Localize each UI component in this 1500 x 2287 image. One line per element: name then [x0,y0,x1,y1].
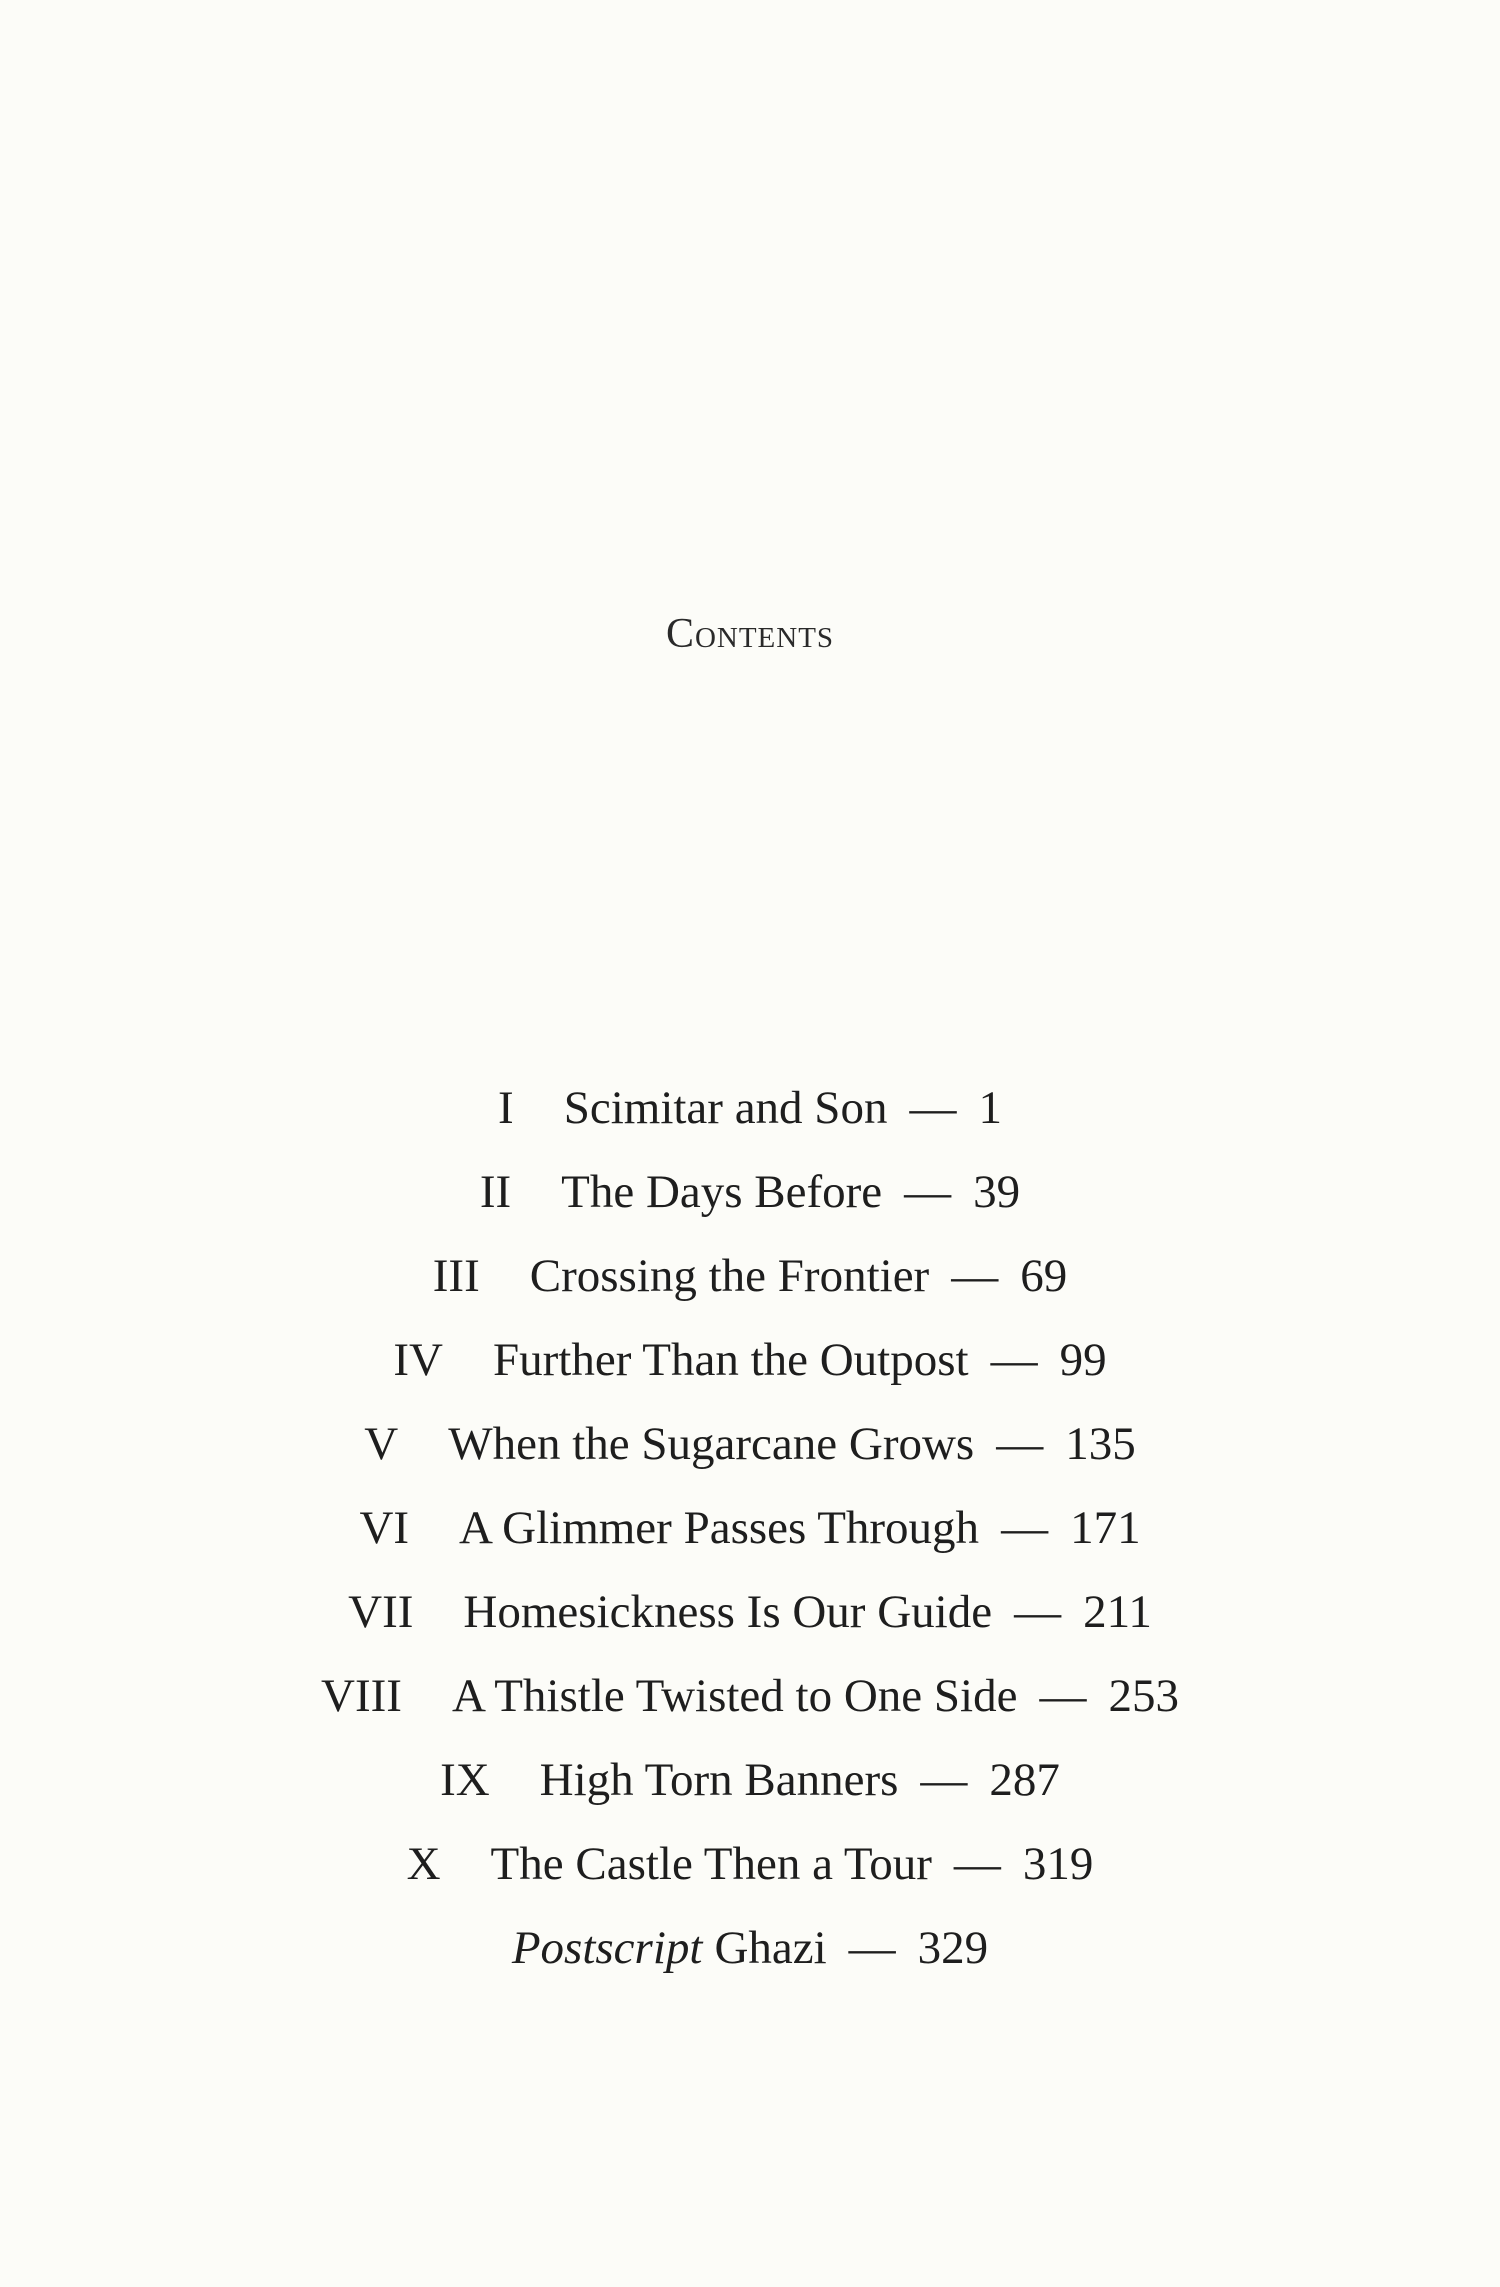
separator-dash: — [1001,1502,1049,1554]
chapter-title: High Torn Banners [539,1754,899,1806]
toc-entry [0,1738,1500,1822]
chapter-number: III [432,1250,480,1302]
page-number: 319 [1022,1838,1094,1890]
chapter-number: VIII [321,1670,402,1722]
toc-entry [0,1822,1500,1906]
chapter-number: I [498,1082,514,1134]
page-number: 253 [1108,1670,1179,1722]
page-number: 1 [978,1082,1002,1134]
page-number: 287 [989,1754,1060,1806]
toc-entry [0,1570,1500,1654]
chapter-title: The Castle Then a Tour [490,1838,932,1890]
page-number: 99 [1059,1334,1107,1386]
chapter-number: IX [440,1754,490,1806]
toc-entry [0,1654,1500,1738]
chapter-number: VII [348,1586,414,1638]
chapter-title: Scimitar and Son [563,1082,888,1134]
page-number: 69 [1020,1250,1068,1302]
page-number: 171 [1070,1502,1141,1554]
chapter-title: Further Than the Outpost [492,1334,969,1386]
toc-entry [0,1486,1500,1570]
chapter-title: Homesickness Is Our Guide [463,1586,993,1638]
chapter-number: IV [393,1334,443,1386]
chapter-title: The Days Before [561,1166,883,1218]
separator-dash: — [953,1838,1001,1890]
chapter-number: X [406,1838,441,1890]
toc-entry [0,1402,1500,1486]
separator-dash: — [920,1754,968,1806]
separator-dash: — [990,1334,1038,1386]
separator-dash: — [1039,1670,1087,1722]
separator-dash: — [848,1922,896,1974]
contents-heading: Contents [665,611,835,657]
page-number: 135 [1065,1418,1136,1470]
chapter-title: Crossing the Frontier [529,1250,930,1302]
page-number: 329 [917,1922,989,1974]
chapter-title: A Glimmer Passes Through [459,1502,980,1554]
separator-dash: — [904,1166,952,1218]
toc-entry [0,1066,1500,1150]
separator-dash: — [951,1250,999,1302]
chapter-title: A Thistle Twisted to One Side [451,1670,1018,1722]
separator-dash: — [909,1082,957,1134]
toc-entry-postscript [0,1906,1500,1990]
separator-dash: — [1014,1586,1062,1638]
postscript-label: Postscript [511,1922,703,1974]
chapter-title: When the Sugarcane Grows [448,1418,975,1470]
page-number: 211 [1083,1586,1152,1638]
chapter-number: II [479,1166,512,1218]
chapter-number: V [364,1418,399,1470]
chapter-number: VI [359,1502,410,1554]
table-of-contents [0,1066,1500,1990]
postscript-title: Ghazi [714,1922,827,1974]
separator-dash: — [996,1418,1044,1470]
page-number: 39 [973,1166,1021,1218]
toc-entry [0,1318,1500,1402]
toc-entry [0,1234,1500,1318]
toc-entry [0,1150,1500,1234]
